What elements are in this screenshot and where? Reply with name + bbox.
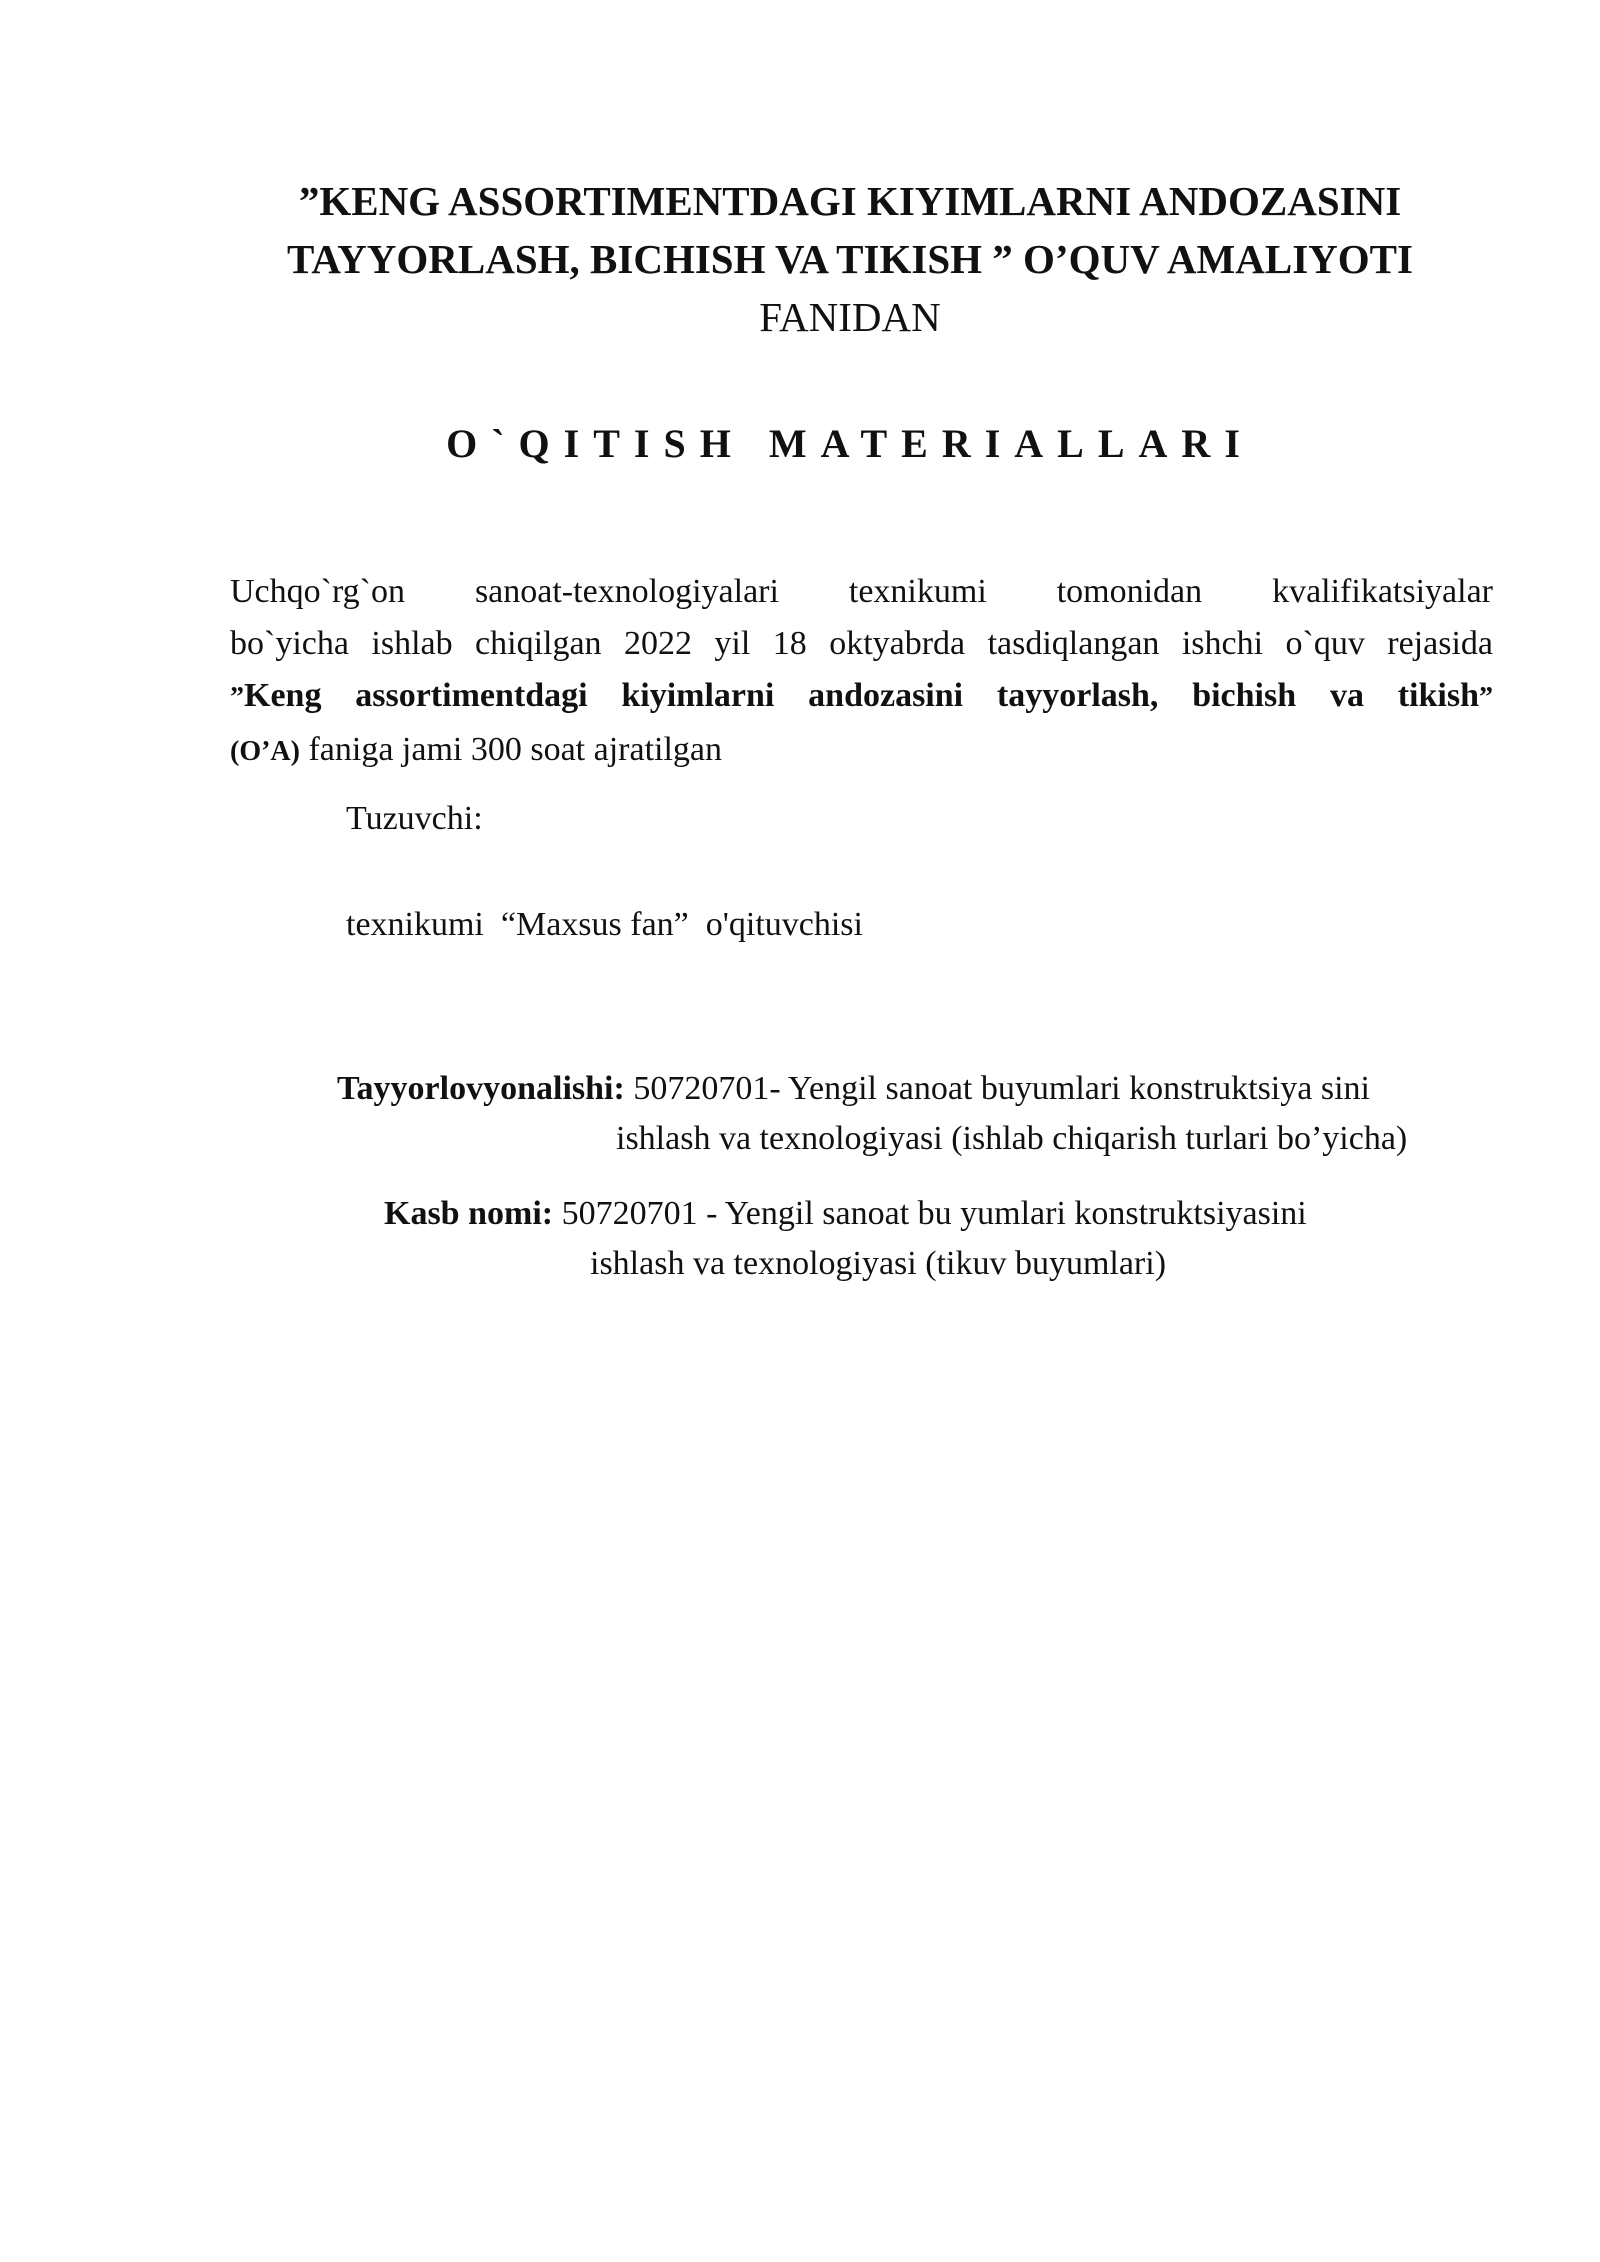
intro-line-1: Uchqo`rg`on sanoat-texnologiyalari texnikumi tomonidan kvalifikatsiyalar	[230, 573, 1493, 610]
profession-value-1: 50720701 - Yengil sanoat bu yumlari konstruktsiyasini	[553, 1195, 1307, 1232]
direction-value-2: ishlash va texnologiyasi (ishlab chiqarish turlari bo’yicha)	[616, 1120, 1408, 1157]
intro-line-4	[230, 724, 1493, 778]
intro-paragraph	[230, 566, 1493, 778]
course-title	[200, 172, 1500, 346]
author-label: Tuzuvchi:	[346, 800, 483, 837]
profession-line-1	[384, 1189, 1307, 1239]
quote-close: ”	[1479, 682, 1493, 713]
intro-line-3	[230, 670, 1493, 724]
subject-name: Keng assortimentdagi kiyimlarni andozasini tayyorlash, bichish va tikish	[244, 677, 1479, 714]
subject-abbreviation: (O’A)	[230, 736, 300, 767]
intro-line-2: bo`yicha ishlab chiqilgan 2022 yil 18 oktyabrda tasdiqlangan ishchi o`quv rejasida	[230, 625, 1493, 662]
hours-text: faniga jami 300 soat ajratilgan	[299, 731, 723, 768]
direction-label: Tayyorlovyonalishi:	[337, 1070, 625, 1107]
author-position: texnikumi “Maxsus fan” o'qituvchisi	[346, 906, 863, 943]
quote-open: ”	[230, 682, 244, 713]
profession-label: Kasb nomi:	[384, 1195, 554, 1232]
profession-value-2: ishlash va texnologiyasi (tikuv buyumlari)	[590, 1245, 1167, 1282]
course-title-line-1: ”KENG ASSORTIMENTDAGI KIYIMLARNI ANDOZASINI	[298, 178, 1402, 224]
direction-line-1	[337, 1064, 1370, 1114]
course-title-line-3: FANIDAN	[759, 294, 941, 340]
course-title-line-2: TAYYORLASH, BICHISH VA TIKISH ” O’QUV AMALIYOTI	[287, 236, 1413, 282]
direction-value-1: 50720701- Yengil sanoat buyumlari konstruktsiya sini	[624, 1070, 1370, 1107]
section-heading: O`QITISH MATERIALLARI	[446, 421, 1254, 466]
